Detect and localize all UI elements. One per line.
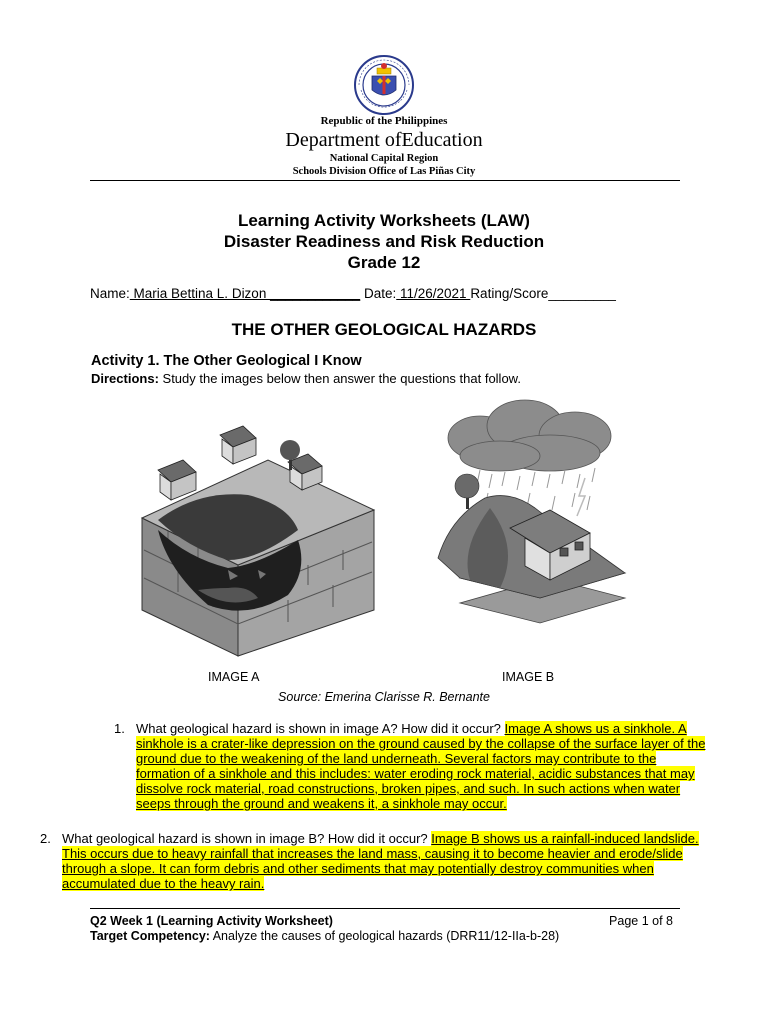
question-1-answer: Image A shows us a sinkhole. A sinkhole is a crater-like depression on the ground caused by the collapse of the surface layer of the ground due to the weakening of the land underneath. Several factors may contribute to the formation of a sinkhole and this includes: water eroding rock material, acidic substances that may dissolve rock material, road constructions, broken pipes, and such. In such actions when water seeps through the ground and weakens it, a sinkhole may occur. — [136, 721, 706, 811]
region-line: National Capital Region — [329, 153, 439, 164]
image-a-sinkhole — [138, 420, 378, 660]
grade-title: Grade 12 — [347, 253, 421, 272]
image-b-label: IMAGE B — [502, 670, 555, 684]
division-line: Schools Division Office of Las Piñas City — [292, 166, 476, 177]
competency-text: Analyze the causes of geological hazards (DRR11/12-IIa-b-28) — [209, 929, 560, 943]
worksheet-title: Learning Activity Worksheets (LAW) — [238, 211, 530, 230]
question-1-number: 1. — [114, 721, 125, 736]
date-label: Date: — [363, 286, 397, 301]
directions-text: Study the images below then answer the questions that follow. — [158, 371, 521, 386]
question-2-number: 2. — [40, 831, 51, 846]
subject-title: Disaster Readiness and Risk Reduction — [223, 232, 545, 251]
name-label: Name: — [90, 286, 130, 301]
republic-line: Republic of the Philippines — [320, 115, 448, 127]
directions — [91, 371, 521, 386]
footer-divider — [90, 908, 680, 909]
student-info-line — [90, 286, 616, 301]
competency-label: Target Competency: — [90, 929, 210, 943]
question-2-text: What geological hazard is shown in image B? How did it occur? — [62, 831, 432, 846]
directions-label: Directions: — [91, 371, 159, 386]
image-b-landslide — [430, 398, 630, 630]
header-divider — [90, 180, 680, 181]
footer-week: Q2 Week 1 (Learning Activity Worksheet) — [90, 914, 333, 928]
score-field[interactable]: _________ — [548, 286, 616, 301]
date-field[interactable]: 11/26/2021 — [396, 286, 471, 301]
image-a-label: IMAGE A — [208, 670, 260, 684]
image-source: Source: Emerina Clarisse R. Bernante — [278, 690, 490, 704]
question-2 — [62, 831, 708, 891]
question-1-text: What geological hazard is shown in image A? How did it occur? — [136, 721, 505, 736]
name-field[interactable]: Maria Bettina L. Dizon ____________ — [129, 286, 361, 301]
footer-competency — [90, 929, 559, 943]
deped-seal-logo — [347, 54, 421, 116]
footer-page-number: Page 1 of 8 — [609, 914, 673, 928]
section-title: THE OTHER GEOLOGICAL HAZARDS — [231, 320, 537, 339]
department-name: Department ofEducation — [285, 129, 483, 151]
question-1 — [136, 721, 708, 811]
score-label: Rating/Score — [470, 286, 549, 301]
question-2-answer: Image B shows us a rainfall-induced landslide. This occurs due to heavy rainfall that increases the land mass, causing it to become heavier and erode/slide through a slope. It can form debris and other sediments that may potentially destroy communities when accumulated due to the heavy rain. — [62, 831, 699, 891]
activity-title: Activity 1. The Other Geological I Know — [91, 353, 362, 369]
